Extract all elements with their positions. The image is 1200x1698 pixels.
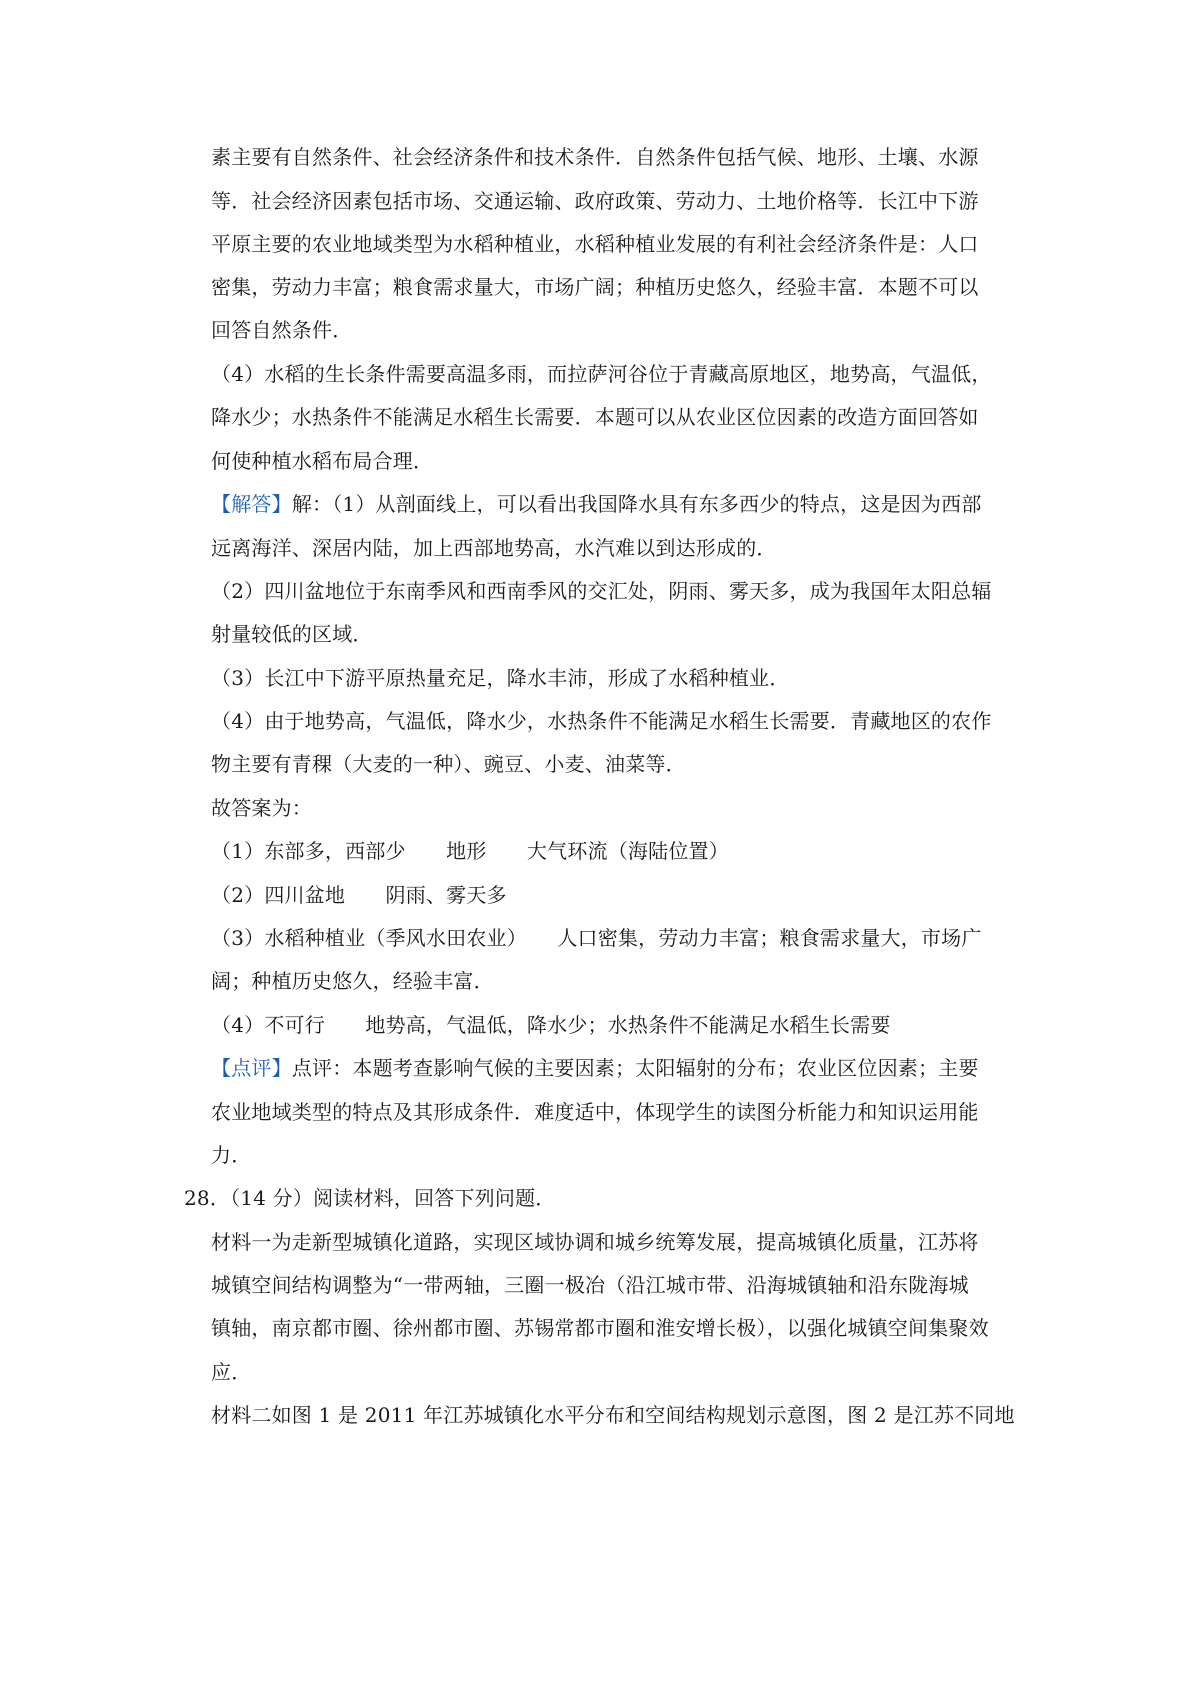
material1-line: 城镇空间结构调整为“一带两轴，三圈一极冶（沿江城市带、沿海城镇轴和沿东陇海城: [211, 1273, 969, 1297]
answer-line: （3）水稻种植业（季风水田农业） 人口密集，劳动力丰富；粮食需求量大，市场广: [211, 926, 982, 950]
answer-line: （1）东部多，西部少 地形 大气环流（海陆位置）: [211, 839, 729, 863]
material1-line: 材料一为走新型城镇化道路，实现区域协调和城乡统筹发展，提高城镇化质量，江苏将: [211, 1230, 979, 1254]
comment-tag: 【点评】: [211, 1056, 292, 1080]
analysis-line: 降水少；水热条件不能满足水稻生长需要．本题可以从农业区位因素的改造方面回答如: [211, 405, 979, 429]
analysis-line: （4）水稻的生长条件需要高温多雨，而拉萨河谷位于青藏高原地区，地势高，气温低，: [211, 362, 992, 386]
comment-first-line: [211, 1053, 1031, 1083]
answer-line: 远离海洋、深居内陆，加上西部地势高，水汽难以到达形成的．: [211, 536, 777, 560]
question-28-header: [184, 1183, 1004, 1213]
analysis-line: 平原主要的农业地域类型为水稻种植业，水稻种植业发展的有利社会经济条件是：人口: [211, 232, 979, 256]
answer-line: （3）长江中下游平原热量充足，降水丰沛，形成了水稻种植业．: [211, 666, 790, 690]
analysis-line: 密集，劳动力丰富；粮食需求量大，市场广阔；种植历史悠久，经验丰富．本题不可以: [211, 275, 979, 299]
answer-line: （2）四川盆地位于东南季风和西南季风的交汇处，阴雨、雾天多，成为我国年太阳总辐: [211, 579, 992, 603]
analysis-line: 素主要有自然条件、社会经济条件和技术条件．自然条件包括气候、地形、土壤、水源: [211, 145, 979, 169]
comment-line: 农业地域类型的特点及其形成条件．难度适中，体现学生的读图分析能力和知识运用能: [211, 1100, 979, 1124]
answer-line: 阔；种植历史悠久，经验丰富．: [211, 969, 494, 993]
analysis-line: 等．社会经济因素包括市场、交通运输、政府政策、劳动力、土地价格等．长江中下游: [211, 189, 979, 213]
answer-line: 物主要有青稞（大麦的一种）、豌豆、小麦、油菜等．: [211, 752, 686, 776]
answer-text: 解：（1）从剖面线上，可以看出我国降水具有东多西少的特点，这是因为西部: [291, 492, 982, 516]
answer-tag: 【解答】: [211, 492, 292, 516]
question-number: 28．: [184, 1186, 231, 1210]
material1-line: 镇轴，南京都市圈、徐州都市圈、苏锡常都市圈和淮安增长极），以强化城镇空间集聚效: [211, 1316, 989, 1340]
material1-line: 应．: [211, 1360, 252, 1384]
comment-text: 点评：本题考查影响气候的主要因素；太阳辐射的分布；农业区位因素；主要: [291, 1056, 979, 1080]
answer-line: （2）四川盆地 阴雨、雾天多: [211, 883, 507, 907]
analysis-line: 回答自然条件．: [211, 318, 353, 342]
answer-line: 故答案为：: [211, 796, 312, 820]
material2-line: 材料二如图 1 是 2011 年江苏城镇化水平分布和空间结构规划示意图，图 2 是江苏不同地: [211, 1403, 1015, 1427]
comment-line: 力．: [211, 1143, 252, 1167]
answer-line: （4）不可行 地势高，气温低，降水少；水热条件不能满足水稻生长需要: [211, 1013, 891, 1037]
question-stem: （14 分）阅读材料，回答下列问题．: [230, 1186, 556, 1210]
answer-first-line: [211, 489, 1031, 519]
answer-line: 射量较低的区域．: [211, 622, 373, 646]
analysis-line: 何使种植水稻布局合理．: [211, 449, 434, 473]
answer-line: （4）由于地势高，气温低，降水少，水热条件不能满足水稻生长需要．青藏地区的农作: [211, 709, 992, 733]
